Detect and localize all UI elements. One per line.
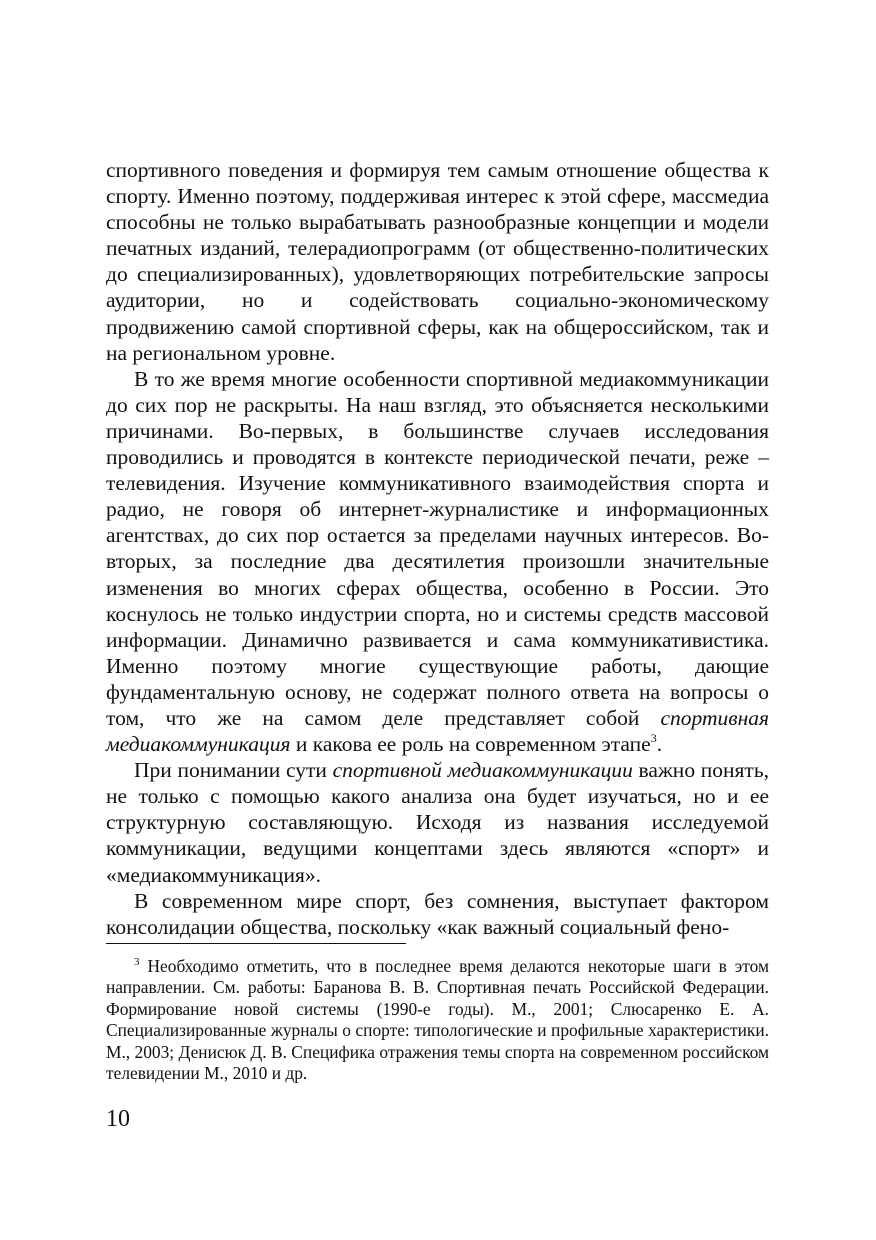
paragraph-3-text: При понимании сути: [134, 758, 333, 783]
paragraph-4-text: В современном мире спорт, без сомнения, выступает фактором консолидации общества, поскольку «как важный социальный фено-: [106, 888, 769, 939]
paragraph-3: [106, 757, 769, 887]
page-number: 10: [106, 1106, 130, 1132]
footnote-separator: [106, 943, 406, 944]
paragraph-2-italic-term: спортивная медиакоммуникация: [106, 705, 769, 757]
main-text: [106, 157, 769, 940]
paragraph-2-period: .: [656, 732, 663, 757]
footnote-reference[interactable]: 3: [650, 731, 657, 746]
footnote: [106, 956, 769, 1084]
paragraph-2-text: В то же время многие особенности спортивной медиакоммуникации до сих пор не раскрыты. На наш взгляд, это объясняется несколькими причинами. Во-первых, в большинстве случаев исследования проводились и проводятся в контексте периодической печати, реже – телевидения. Изучение коммуникативного взаимодействия спорта и радио, не говоря об интернет-журналистике и информационных агентствах, до сих пор остается за пределами научных интересов. Во-вторых, за последние два десятилетия произошли значительные изменения во многих сферах общества, особенно в России. Это коснулось не только индустрии спорта, но и системы средств массовой информации. Динамично развивается и сама коммуникативистика. Именно поэтому многие существующие работы, дающие фундаментальную основу, не содержат полного ответа на вопросы о том, что же на самом деле представляет собой: [106, 366, 769, 730]
paragraph-2-text-end: и какова ее роль на современном этапе: [290, 732, 651, 757]
paragraph-2: [106, 366, 769, 757]
footnote-text: Необходимо отметить, что в последнее время делаются некоторые шаги в этом направлении. См. работы: Баранова В. В. Спортивная печать Российской Федерации. Формирование новой системы (1990-е годы). М., 2001; Слюсаренко Е. А. Специализированные журналы о спорте: типологические и профильные характеристики. М., 2003; Денисюк Д. В. Специфика отражения темы спорта на современном российском телевидении М., 2010 и др.: [106, 956, 769, 1084]
footnote-number: 3: [134, 956, 140, 968]
paragraph-1: [106, 157, 769, 366]
paragraph-3-italic-term: спортивной медиакоммуникации: [332, 758, 633, 783]
paragraph-4: [106, 888, 769, 940]
paragraph-1-text: спортивного поведения и формируя тем самым отношение общества к спорту. Именно поэтому, поддерживая интерес к этой сфере, массмедиа способны не только вырабатывать разнообразные концепции и модели печатных изданий, телерадиопрограмм (от общественно-политических до специализированных), удовлетворяющих потребительские запросы аудитории, но и содействовать социально-экономическому продвижению самой спортивной сферы, как на общероссийском, так и на региональном уровне.: [106, 158, 769, 365]
paragraph-3-text-end: важно понять, не только с помощью какого анализа она будет изучаться, но и ее структурную составляющую. Исходя из названия исследуемой коммуникации, ведущими концептами здесь являются «спорт» и «медиакоммуникация».: [106, 758, 770, 887]
